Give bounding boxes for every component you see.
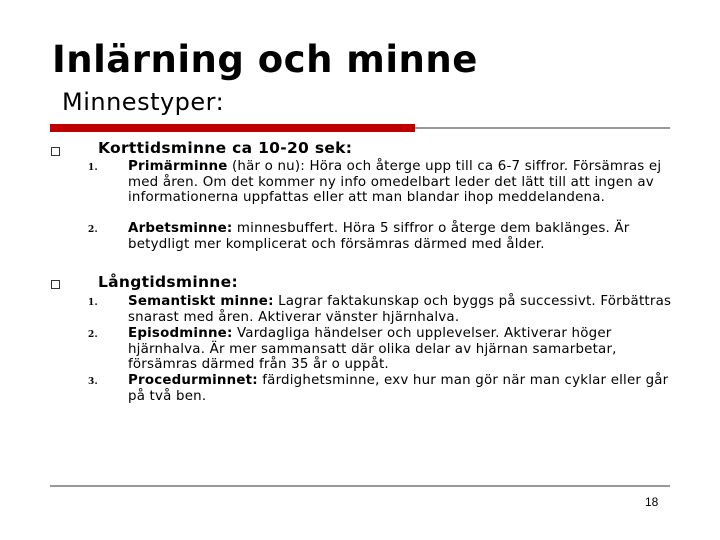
list-item	[88, 326, 673, 373]
section-heading: Långtidsminne:	[98, 273, 238, 291]
item-number: 1.	[88, 163, 98, 173]
item-text: (här o nu): Höra och återge upp till ca 6-7 siffror. Försämras ej med åren. Om det kommer ny info omedelbart leder det lätt till att ingen av informationerna uppfattas eller att man blandar ihop meddelandena.	[128, 159, 662, 205]
list-item	[88, 221, 673, 252]
square-bullet-icon	[51, 147, 60, 156]
footer-rule	[50, 485, 670, 487]
item-number: 1.	[88, 298, 98, 308]
title-gray-rule	[415, 127, 670, 129]
item-number: 2.	[88, 225, 98, 235]
item-term: Procedurminnet:	[128, 373, 258, 388]
item-text: minnesbuffert. Höra 5 siffror o återge dem baklänges. Är betydligt mer komplicerat och försämras därmed med ålder.	[128, 221, 630, 252]
square-bullet-icon	[51, 280, 60, 289]
section-heading: Korttidsminne ca 10-20 sek:	[98, 139, 353, 157]
title-accent-rule	[50, 124, 415, 132]
list-item	[88, 373, 673, 404]
slide-subtitle: Minnestyper:	[62, 88, 225, 116]
item-term: Primärminne	[128, 159, 228, 174]
item-text: färdighetsminne, exv hur man gör när man cyklar eller går på två ben.	[128, 373, 669, 404]
list-item	[88, 294, 673, 325]
item-text: Vardagliga händelser och upplevelser. Aktiverar höger hjärnhalva. Är mer sammansatt där olika delar av hjärnan samarbetar, försämras därmed från 35 år o uppåt.	[128, 326, 617, 372]
item-text: Lagrar faktakunskap och byggs på successivt. Förbättras snarast med åren. Aktiverar vänster hjärnhalva.	[128, 294, 672, 325]
item-number: 3.	[88, 377, 98, 387]
item-term: Arbetsminne:	[128, 221, 233, 236]
item-term: Semantiskt minne:	[128, 294, 274, 309]
slide-title: Inlärning och minne	[52, 38, 478, 81]
item-term: Episodminne:	[128, 326, 233, 341]
list-item	[88, 159, 673, 206]
item-number: 2.	[88, 330, 98, 340]
page-number: 18	[645, 495, 659, 509]
